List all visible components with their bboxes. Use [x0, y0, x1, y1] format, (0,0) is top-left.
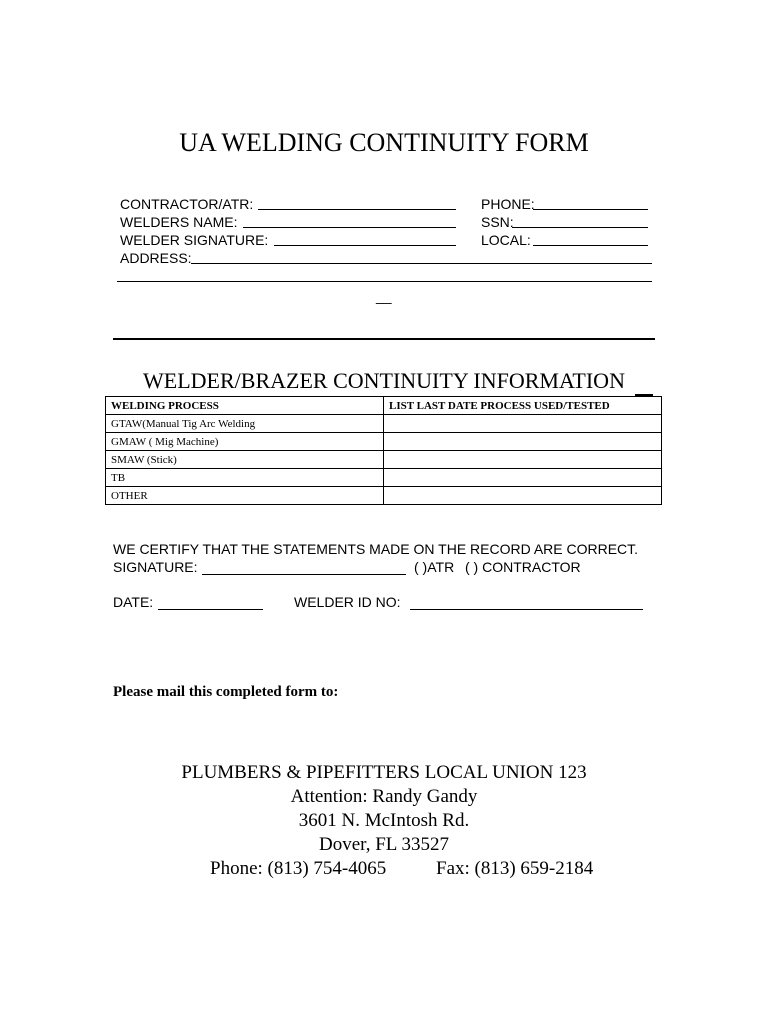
phone-label: PHONE: [481, 196, 535, 212]
mail-instruction: Please mail this completed form to: [113, 684, 339, 700]
contractor-label: CONTRACTOR/ATR: [120, 196, 254, 212]
city-state-zip: Dover, FL 33527 [319, 834, 449, 855]
attention-line: Attention: Randy Gandy [290, 786, 478, 807]
process-table [105, 396, 662, 505]
atr-option[interactable]: ( )ATR [414, 559, 455, 575]
process-cell: GMAW ( Mig Machine) [106, 433, 384, 451]
welder-signature-field[interactable] [274, 245, 456, 246]
signature-field[interactable] [202, 574, 406, 575]
phone-field[interactable] [533, 209, 648, 210]
process-cell: GTAW(Manual Tig Arc Welding [106, 415, 384, 433]
address-field-line-2[interactable] [117, 281, 652, 282]
fax-number: Fax: (813) 659-2184 [436, 858, 594, 879]
union-name: PLUMBERS & PIPEFITTERS LOCAL UNION 123 [181, 762, 587, 783]
table-row [106, 469, 662, 487]
form-title: UA WELDING CONTINUITY FORM [179, 128, 589, 157]
process-cell: SMAW (Stick) [106, 451, 384, 469]
table-header-row [106, 397, 662, 415]
certification-statement: WE CERTIFY THAT THE STATEMENTS MADE ON THE RECORD ARE CORRECT. [113, 541, 639, 557]
date-cell[interactable] [384, 415, 662, 433]
table-row [106, 487, 662, 505]
table-row [106, 451, 662, 469]
column-header-date: LIST LAST DATE PROCESS USED/TESTED [384, 397, 662, 415]
welder-id-label: WELDER ID NO: [294, 594, 401, 610]
date-field[interactable] [158, 609, 263, 610]
local-field[interactable] [533, 245, 648, 246]
column-header-process: WELDING PROCESS [106, 397, 384, 415]
ssn-field[interactable] [512, 227, 648, 228]
address-label: ADDRESS: [120, 250, 192, 266]
date-cell[interactable] [384, 487, 662, 505]
signature-label: SIGNATURE: [113, 559, 198, 575]
contractor-option[interactable]: ( ) CONTRACTOR [465, 559, 581, 575]
process-cell: OTHER [106, 487, 384, 505]
table-row [106, 433, 662, 451]
street-address: 3601 N. McIntosh Rd. [298, 810, 470, 831]
stray-dash: __ [376, 288, 392, 304]
local-label: LOCAL: [481, 232, 531, 248]
date-label: DATE: [113, 594, 154, 610]
date-cell[interactable] [384, 469, 662, 487]
phone-number: Phone: (813) 754-4065 [210, 858, 387, 879]
date-cell[interactable] [384, 451, 662, 469]
contractor-field[interactable] [258, 209, 456, 210]
section-title: WELDER/BRAZER CONTINUITY INFORMATION [143, 368, 625, 393]
date-cell[interactable] [384, 433, 662, 451]
welder-signature-label: WELDER SIGNATURE: [120, 232, 269, 248]
welders-name-field[interactable] [243, 227, 456, 228]
table-row [106, 415, 662, 433]
address-field-line-1[interactable] [191, 263, 652, 264]
ssn-label: SSN: [481, 214, 514, 230]
welder-id-field[interactable] [410, 609, 643, 610]
welders-name-label: WELDERS NAME: [120, 214, 238, 230]
process-cell: TB [106, 469, 384, 487]
section-divider [113, 338, 655, 340]
